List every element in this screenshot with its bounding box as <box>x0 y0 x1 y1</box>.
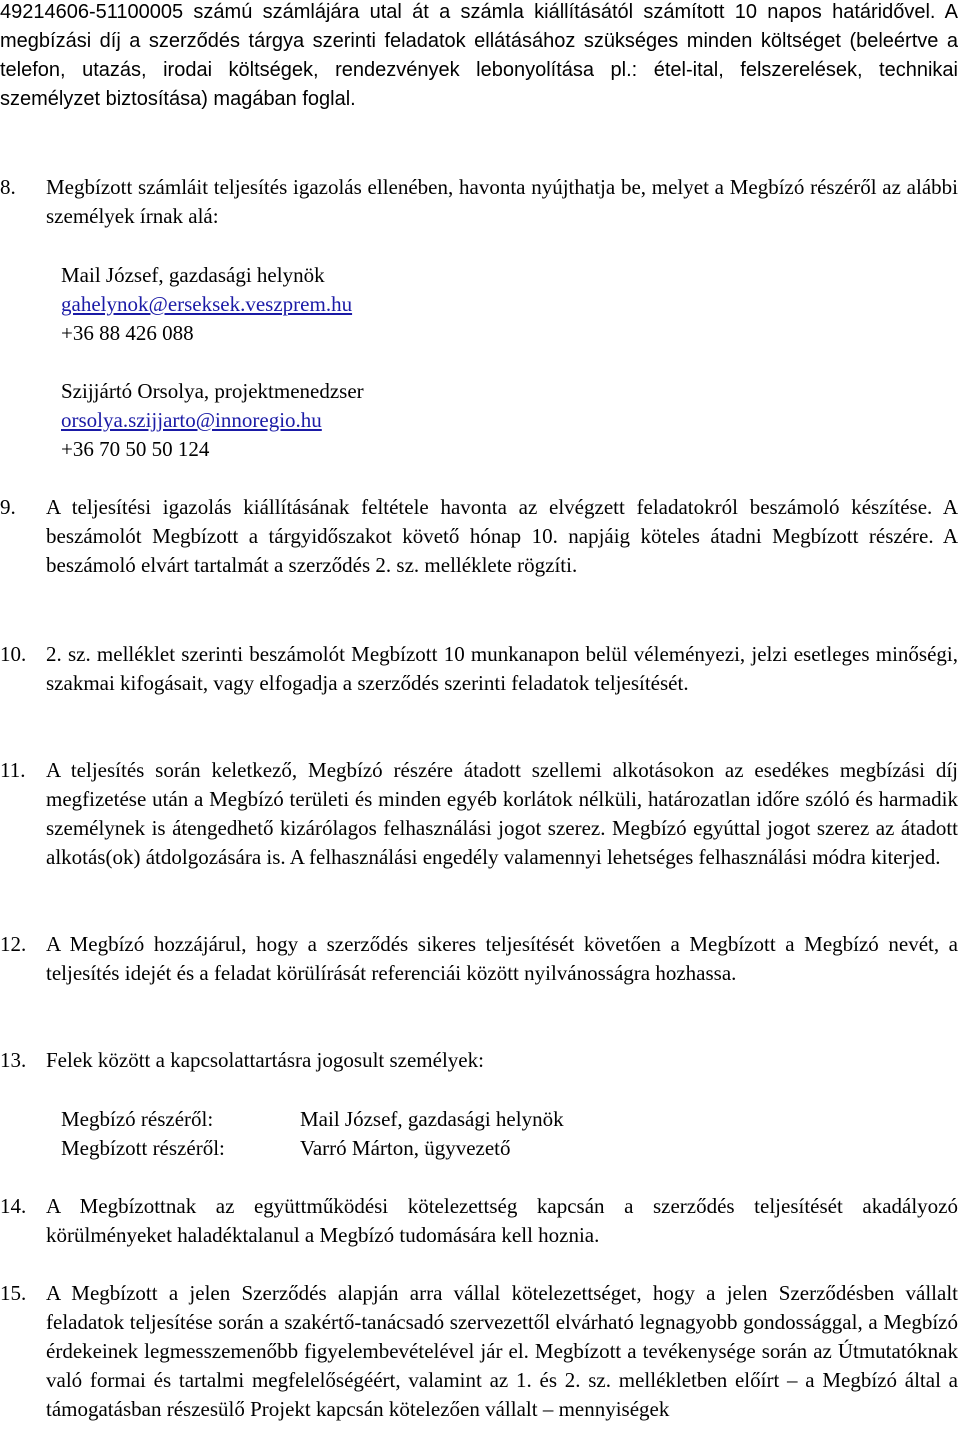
contact-1-name: Mail József, gazdasági helynök <box>61 263 325 287</box>
clause-13-text: Felek között a kapcsolattartásra jogosult személyek: <box>46 1048 484 1072</box>
clause-12-number: 12. <box>0 932 27 956</box>
clause-11-number: 11. <box>0 758 26 782</box>
contact-2 <box>61 377 364 464</box>
clause-12 <box>0 930 958 1017</box>
clause-8 <box>0 173 958 231</box>
contact-2-email-link[interactable]: orsolya.szijjarto@innoregio.hu <box>61 408 322 432</box>
clause-15-number: 15. <box>0 1281 27 1305</box>
liaison-value-1: Mail József, gazdasági helynök <box>300 1107 564 1131</box>
clause-9-text: A teljesítési igazolás kiállításának feltétele havonta az elvégzett feladatokról beszámoló készítése. A beszámolót Megbízott a tárgyidőszakot követő hónap 10. napjáig köteles átadni Megbízott részére. A beszámoló elvárt tartalmát a szerződés 2. sz. melléklete rögzíti. <box>46 495 958 577</box>
contact-2-phone: +36 70 50 50 124 <box>61 437 210 461</box>
intro-paragraph: 49214606-51100005 számú számlájára utal át a számla kiállításától számított 10 napos határidővel. A megbízási díj a szerződés tárgya szerinti feladatok ellátásához szükséges minden költséget (beleértve a telefon, utazás, irodai költségek, rendezvények lebonyolítása pl.: étel-ital, felszerelések, technikai személyzet biztosítása) magában foglal. <box>0 1 958 110</box>
contact-1-email-link[interactable]: gahelynok@erseksek.veszprem.hu <box>61 292 353 316</box>
clause-14-number: 14. <box>0 1194 27 1218</box>
contact-1-phone: +36 88 426 088 <box>61 321 194 345</box>
clause-11-text: A teljesítés során keletkező, Megbízó részére átadott szellemi alkotásokon az esedékes megbízási díj megfizetése után a Megbízó területi és minden egyéb korlátok nélküli, határozatlan időre szóló és harmadik személynek is átengedhető kizárólagos felhasználási jogot szerez. Megbízó egyúttal jogot szerez az átadott alkotás(ok) átdolgozására is. A felhasználási engedély valamennyi lehetséges felhasználási módra kiterjed. <box>46 758 958 869</box>
liaison-label-2: Megbízott részéről: <box>61 1136 225 1160</box>
liaison-value-2: Varró Márton, ügyvezető <box>300 1136 511 1160</box>
clause-14-text: A Megbízottnak az együttműködési kötelezettség kapcsán a szerződés teljesítését akadályozó körülményeket haladéktalanul a Megbízó tudomására kell hoznia. <box>46 1194 958 1247</box>
clause-10-text: 2. sz. melléklet szerinti beszámolót Megbízott 10 munkanapon belül véleményezi, jelzi esetleges minőségi, szakmai kifogásait, vagy elfogadja a szerződés szerinti feladatok teljesítését. <box>46 642 958 695</box>
clause-15-text: A Megbízott a jelen Szerződés alapján arra vállal kötelezettséget, hogy a jelen Szerződésben vállalt feladatok teljesítése során a szakértő-tanácsadó szervezettől elvárható legnagyobb gondossággal, a Megbízó érdekeinek legmesszemenőbb figyelembevételével jár el. Megbízott a tevékenysége során az Útmutatóknak való formai és tartalmi megfelelőségéért, valamint az 1. és 2. sz. mellékletben előírt – a Megbízó által a támogatásban részesülő Projekt kapcsán kötelezően vállalt – mennyiségek <box>46 1281 958 1421</box>
clause-9-number: 9. <box>0 495 16 519</box>
clause-8-text: Megbízott számláit teljesítés igazolás ellenében, havonta nyújthatja be, melyet a Megbízó részéről az alábbi személyek írnak alá: <box>46 175 958 228</box>
clause-10-number: 10. <box>0 642 27 666</box>
clause-15 <box>0 1279 958 1455</box>
clause-12-text: A Megbízó hozzájárul, hogy a szerződés sikeres teljesítését követően a Megbízott a Megbízó nevét, a teljesítés idejét és a feladat körülírását referenciái között nyilvánosságra hozhassa. <box>46 932 958 985</box>
contact-1 <box>61 261 352 348</box>
clause-9 <box>0 493 958 609</box>
clause-13-number: 13. <box>0 1048 27 1072</box>
clause-13 <box>0 1046 958 1075</box>
clause-14 <box>0 1192 958 1250</box>
clause-8-number: 8. <box>0 175 16 199</box>
contact-2-name: Szijjártó Orsolya, projektmenedzser <box>61 379 364 403</box>
clause-10 <box>0 640 958 727</box>
clause-11 <box>0 756 958 901</box>
liaison-label-1: Megbízó részéről: <box>61 1107 214 1131</box>
